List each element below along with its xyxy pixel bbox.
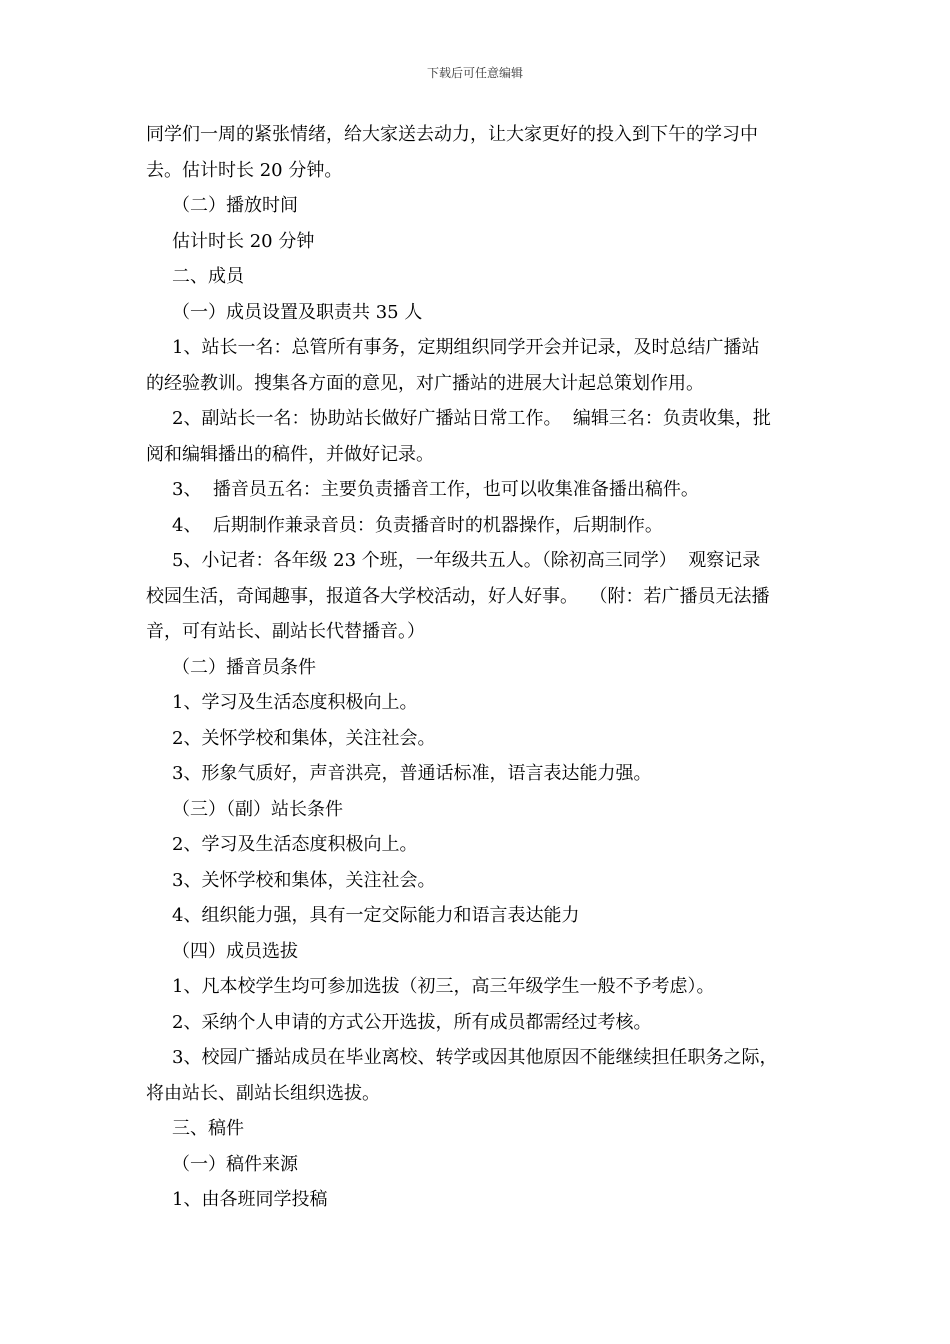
section-heading: 二、成员 (172, 266, 244, 287)
list-item: 1、凡本校学生均可参加选拔（初三，高三年级学生一般不予考虑）。 (172, 976, 715, 997)
paragraph-line: 音，可有站长、副站长代替播音。） (146, 621, 425, 642)
paragraph-line: 去。估计时长 20 分钟。 (146, 159, 343, 181)
list-item: 4、 后期制作兼录音员：负责播音时的机器操作，后期制作。 (172, 514, 663, 536)
list-item: 2、副站长一名：协助站长做好广播站日常工作。 编辑三名：负责收集，批 (172, 408, 771, 429)
page-header: 下载后可任意编辑 (426, 66, 523, 80)
list-item: 3、关怀学校和集体，关注社会。 (172, 869, 436, 891)
paragraph-line: 的经验教训。搜集各方面的意见，对广播站的进展大计起总策划作用。 (146, 372, 704, 394)
list-item: 1、学习及生活态度积极向上。 (172, 692, 418, 713)
paragraph-line: 估计时长 20 分钟 (172, 230, 315, 252)
list-item: 3、校园广播站成员在毕业离校、转学或因其他原因不能继续担任职务之际， (172, 1047, 778, 1068)
list-item: 1、站长一名：总管所有事务，定期组织同学开会并记录，及时总结广播站 (172, 337, 760, 358)
list-item: 2、学习及生活态度积极向上。 (172, 834, 418, 855)
list-item: 3、 播音员五名：主要负责播音工作，也可以收集准备播出稿件。 (172, 479, 699, 500)
section-heading: （四）成员选拔 (172, 940, 298, 962)
section-heading: （三）（副）站长条件 (172, 798, 343, 820)
paragraph-line: 同学们一周的紧张情绪，给大家送去动力，让大家更好的投入到下午的学习中 (146, 124, 758, 145)
paragraph-line: 阅和编辑播出的稿件，并做好记录。 (146, 443, 434, 465)
section-heading: （一）成员设置及职责共 35 人 (172, 301, 423, 323)
paragraph-line: 校园生活，奇闻趣事，报道各大学校活动，好人好事。 （附：若广播员无法播 (146, 585, 770, 607)
section-heading: （二）播音员条件 (172, 656, 316, 678)
list-item: 4、组织能力强，具有一定交际能力和语言表达能力 (172, 905, 580, 926)
list-item: 2、关怀学校和集体，关注社会。 (172, 727, 436, 749)
document-body (146, 117, 814, 1218)
list-item: 5、小记者：各年级 23 个班，一年级共五人。（除初高三同学） 观察记录 (172, 550, 761, 571)
list-item: 1、由各班同学投稿 (172, 1189, 328, 1210)
section-heading: （一）稿件来源 (172, 1153, 298, 1175)
paragraph-line: 将由站长、副站长组织选拔。 (146, 1082, 380, 1104)
section-heading: （二）播放时间 (172, 195, 298, 216)
list-item: 3、形象气质好，声音洪亮，普通话标准，语言表达能力强。 (172, 763, 652, 784)
list-item: 2、采纳个人申请的方式公开选拔，所有成员都需经过考核。 (172, 1011, 652, 1033)
section-heading: 三、稿件 (172, 1118, 244, 1139)
